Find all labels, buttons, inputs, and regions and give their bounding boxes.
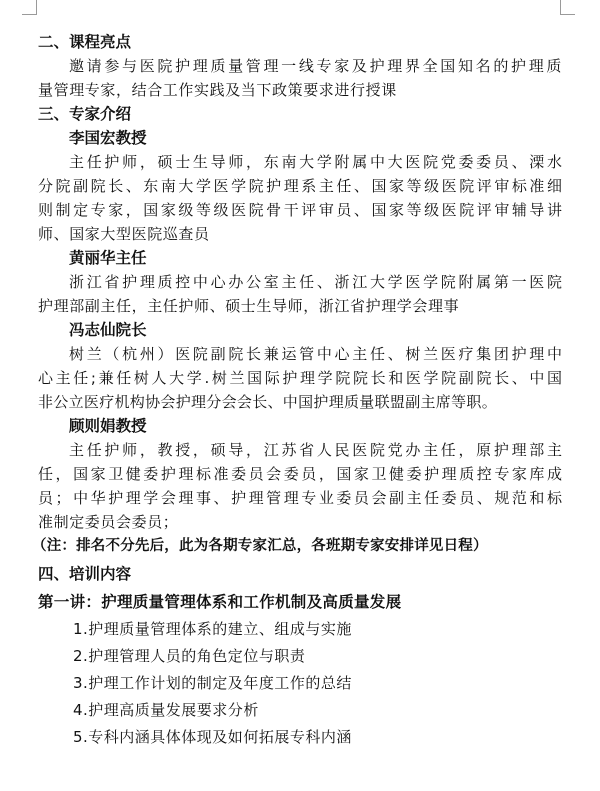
expert-bio-line: 树兰（杭州）医院副院长兼运管中心主任、树兰医疗集团护理中	[69, 345, 562, 363]
lecture-item: 3.护理工作计划的制定及年度工作的总结	[73, 674, 352, 692]
expert-bio-line: 分院副院长、东南大学医学院护理系主任、国家等级医院评审标准细	[38, 177, 562, 195]
expert-name: 李国宏教授	[69, 129, 147, 147]
section-heading-highlights: 二、课程亮点	[38, 33, 132, 51]
expert-bio-line: 准制定委员会委员；	[38, 513, 179, 531]
expert-bio-line: 主任护师，教授，硕导，江苏省人民医院党办主任，原护理部主	[69, 441, 562, 459]
expert-bio-line: 主任护师，硕士生导师，东南大学附属中大医院党委委员、溧水	[69, 153, 562, 171]
expert-bio-line: 护理部副主任，主任护师、硕士生导师，浙江省护理学会理事	[38, 297, 460, 315]
lecture-item: 4.护理高质量发展要求分析	[73, 701, 259, 719]
highlights-line: 量管理专家，结合工作实践及当下政策要求进行授课	[38, 81, 397, 99]
page-corner-mark-left	[22, 0, 37, 15]
ordering-note: （注：排名不分先后，此为各期专家汇总，各班期专家安排详见日程）	[32, 538, 488, 554]
expert-bio-line: 任，国家卫健委护理标准委员会委员，国家卫健委护理质控专家库成	[38, 465, 562, 483]
expert-bio-line: 非公立医疗机构协会护理分会会长、中国护理质量联盟副主席等职。	[38, 393, 498, 411]
expert-bio-line: 则制定专家，国家级等级医院骨干评审员、国家等级医院评审辅导讲	[38, 201, 562, 219]
highlights-line: 邀请参与医院护理质量管理一线专家及护理界全国知名的护理质	[69, 57, 562, 75]
lecture-item: 2.护理管理人员的角色定位与职责	[73, 647, 306, 665]
expert-bio-line: 员；中华护理学会理事、护理管理专业委员会副主任委员、规范和标	[38, 489, 562, 507]
section-heading-training: 四、培训内容	[38, 565, 132, 583]
lecture-item: 5.专科内涵具体体现及如何拓展专科内涵	[73, 728, 352, 746]
section-heading-experts: 三、专家介绍	[38, 105, 132, 123]
expert-name: 黄丽华主任	[69, 249, 147, 267]
page-corner-mark-right	[560, 0, 575, 15]
expert-bio-line: 心主任;兼任树人大学.树兰国际护理学院院长和医学院副院长、中国	[38, 369, 562, 387]
document-page	[32, 30, 562, 749]
expert-name: 冯志仙院长	[69, 321, 147, 339]
expert-bio-line: 浙江省护理质控中心办公室主任、浙江大学医学院附属第一医院	[69, 273, 562, 291]
expert-bio-line: 师、国家大型医院巡查员	[38, 225, 210, 243]
lecture-item: 1.护理质量管理体系的建立、组成与实施	[73, 620, 352, 638]
expert-name: 顾则娟教授	[69, 417, 147, 435]
lecture-title: 第一讲：护理质量管理体系和工作机制及高质量发展	[38, 593, 402, 611]
